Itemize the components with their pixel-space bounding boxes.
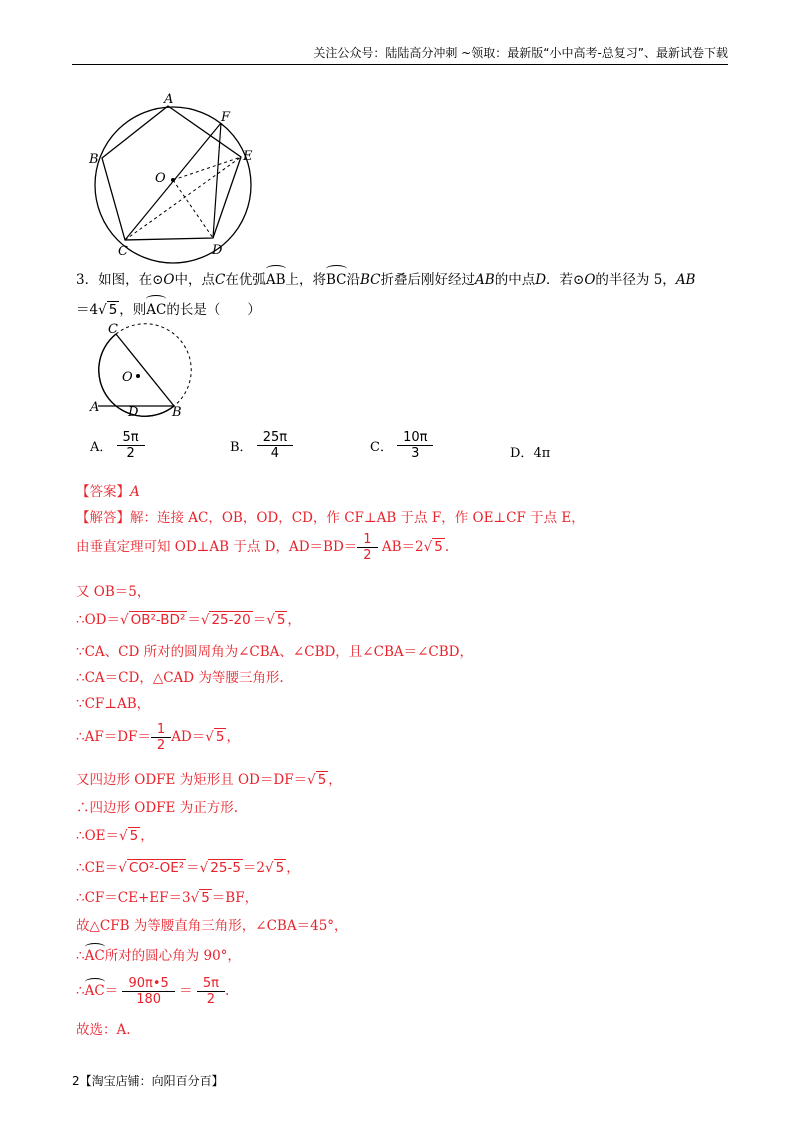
- solution-line-15: ∴AC所对的圆心角为 90°，: [76, 948, 241, 964]
- arc-bc: BC: [326, 272, 347, 288]
- solution-line-7: ∵CF⊥AB，: [76, 696, 151, 712]
- line-od-dashed: [173, 180, 213, 238]
- answer-options: [90, 430, 710, 470]
- solution-line-16: ∴AC＝ $\frac{90\pi•5}{180}$ ＝ $\frac{5\pi}{2}$ .: [76, 976, 230, 1007]
- label-f: F: [221, 110, 231, 125]
- question-3-line2: ＝4√ 5 ，则AC的长是（ ）: [76, 302, 261, 318]
- center-dot: [171, 178, 175, 182]
- label-a: A: [90, 400, 100, 415]
- solution-line-1: 【解答】解：连接 AC，OB，OD，CD，作 CF⊥AB 于点 F，作 OE⊥CF 于点 E，: [76, 510, 585, 526]
- solution-line-10: ∴四边形 ODFE 为正方形.: [76, 800, 238, 816]
- solution-line-9: 又四边形 ODFE 为矩形且 OD＝DF＝√ 5 ，: [76, 772, 342, 788]
- page-header: 关注公众号：陆陆高分冲刺 ~领取：最新版“小中高考-总复习”、最新试卷下载: [72, 44, 728, 65]
- label-d: D: [212, 243, 223, 258]
- page-footer: 2【淘宝店铺：向阳百分百】: [72, 1074, 224, 1088]
- solution-line-13: ∴CF＝CE+EF＝3√ 5 ＝BF，: [76, 890, 259, 906]
- label-c: C: [118, 244, 128, 259]
- solution-line-4: ∴OD＝√ OB²-BD² ＝√ 25-20 ＝√ 5 ，: [76, 612, 301, 628]
- label-o: O: [122, 370, 133, 385]
- option-c[interactable]: C． $\frac{10\pi}{3}$: [370, 430, 433, 461]
- solution-line-12: ∴CE＝√ CO²-OE² ＝√ 25-5 ＝2√ 5 ，: [76, 860, 300, 876]
- solution-line-17: 故选：A.: [76, 1022, 131, 1038]
- label-b: B: [172, 405, 182, 420]
- answer-line: 【答案】A: [76, 484, 140, 500]
- label-d: D: [128, 405, 139, 420]
- option-d[interactable]: D．4π: [510, 446, 551, 461]
- question-3-line1: 3．如图，在⊙O中，点C在优弧AB上，将BC沿BC折叠后刚好经过AB的中点D．若⊙O的半径为 5，AB: [76, 272, 696, 288]
- solution-line-14: 故△CFB 为等腰直角三角形，∠CBA＝45°，: [76, 918, 348, 934]
- figure-folded-arc: [86, 320, 196, 420]
- solution-line-6: ∴CA＝CD，△CAD 为等腰三角形.: [76, 670, 284, 686]
- label-b: B: [89, 152, 99, 167]
- label-a: A: [164, 92, 174, 107]
- label-o: O: [155, 171, 166, 186]
- figure-pentagon-circle: [80, 90, 270, 265]
- solution-line-5: ∵CA、CD 所对的圆周角为∠CBA、∠CBD，且∠CBA＝∠CBD，: [76, 644, 474, 660]
- label-c: C: [108, 322, 118, 337]
- center-dot: [136, 374, 140, 378]
- option-a[interactable]: A． $\frac{5\pi}{2}$: [90, 430, 145, 461]
- solution-line-8: ∴AF＝DF＝ $\frac{1}{2}$ AD＝√ 5 ，: [76, 722, 240, 753]
- circle-dashed-part: [116, 324, 191, 406]
- arc-ab: AB: [265, 272, 286, 288]
- arc-ac: AC: [146, 302, 167, 318]
- label-e: E: [243, 149, 253, 164]
- solution-line-3: 又 OB＝5，: [76, 584, 151, 600]
- option-b[interactable]: B． $\frac{25\pi}{4}$: [230, 430, 293, 461]
- solution-line-11: ∴OE＝√ 5 ，: [76, 828, 154, 844]
- solution-line-2: 由垂直定理可知 OD⊥AB 于点 D，AD＝BD＝ $\frac{1}{2}$ AB＝2√ 5 .: [76, 532, 450, 563]
- circle-outline: [95, 107, 251, 263]
